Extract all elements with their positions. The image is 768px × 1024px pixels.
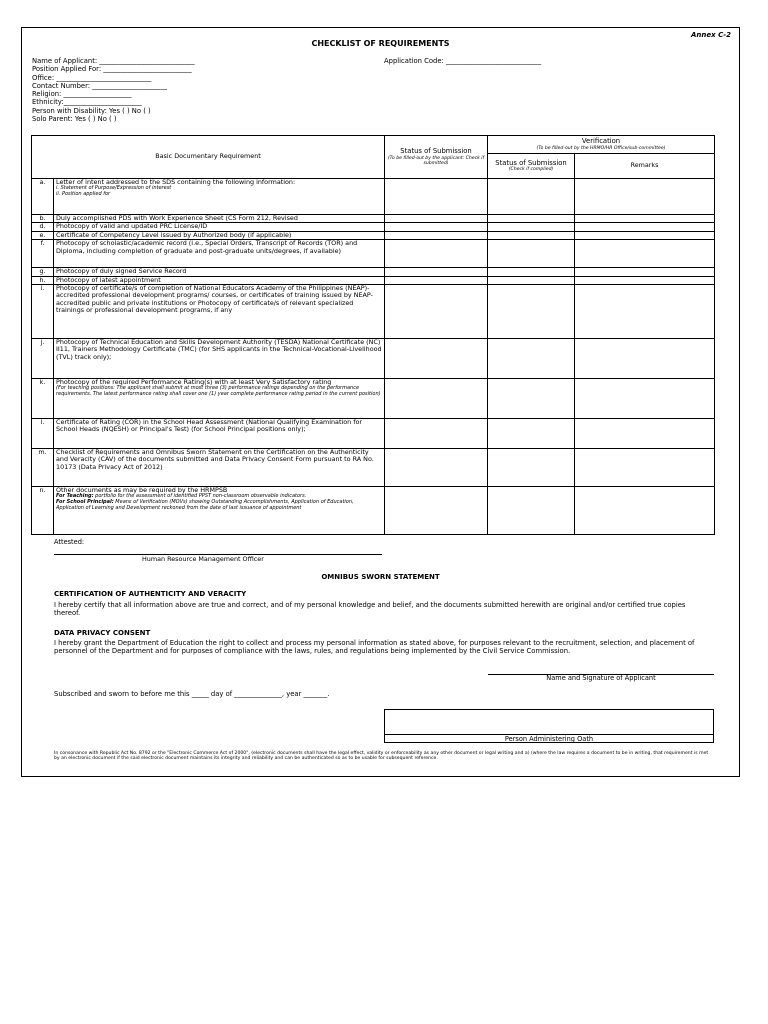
verification-status-cell[interactable]: [488, 285, 575, 339]
table-row: [32, 487, 715, 535]
row-index: h.: [32, 276, 54, 284]
header-ver-status: Status of Submission (Check if complied): [488, 154, 575, 179]
applicant-status-cell[interactable]: [385, 449, 488, 487]
requirement-cell: [54, 179, 385, 215]
requirement-text: Photocopy of certificate/s of completion of National Educators Academy of the Philippines (NEAP)-accredited professional development programs/ courses, or certificates of training issued by NEAP-accredited public and private institutions or Photocopy of certificate/s of relevant specialized trainings or professional development programs, if any: [56, 284, 373, 315]
requirement-text: Photocopy of scholastic/academic record (i.e., Special Orders, Transcript of Records (TOR) and Diploma, including completion of graduate and post-graduate units/degrees, if available): [56, 239, 358, 255]
remarks-cell[interactable]: [575, 379, 715, 419]
applicant-status-cell[interactable]: [385, 276, 488, 284]
religion-field[interactable]: Religion: ____________________: [32, 90, 132, 99]
row-index: f.: [32, 240, 54, 268]
row-index: b.: [32, 215, 54, 223]
requirement-text: Other documents as may be required by the HRMPSB: [56, 486, 228, 495]
disability-field[interactable]: Person with Disability: Yes ( ) No ( ): [32, 106, 151, 115]
requirement-cell: [54, 276, 385, 284]
remarks-cell[interactable]: [575, 231, 715, 239]
verification-status-cell[interactable]: [488, 240, 575, 268]
verification-status-cell[interactable]: [488, 215, 575, 223]
header-remarks: Remarks: [575, 154, 715, 179]
position-applied-field[interactable]: Position Applied For: __________________________: [32, 65, 192, 74]
requirement-text: Checklist of Requirements and Omnibus Sworn Statement on the Certification on the Authenticity and Veracity (CAV) of the documents submitted and Data Privacy Consent Form pursuant to RA No. 10173 (Data Privacy Act of 2012): [56, 448, 374, 471]
table-row: [32, 379, 715, 419]
requirement-text: Photocopy of latest appointment: [56, 276, 161, 284]
table-row: [32, 179, 715, 215]
checklist-page: [21, 27, 740, 777]
verification-status-cell[interactable]: [488, 268, 575, 276]
header-status: Status of Submission (To be filled-out by the applicant: Check if submitted): [385, 136, 488, 179]
applicant-status-cell[interactable]: [385, 231, 488, 239]
verification-status-cell[interactable]: [488, 179, 575, 215]
requirement-cell: [54, 231, 385, 239]
applicant-status-cell[interactable]: [385, 268, 488, 276]
privacy-text: I hereby grant the Department of Education the right to collect and process my personal information as stated above, for purposes relevant to the recruitment, selection, and placement of personnel of the Department and for purposes of compliance with the laws, rules, and regulations being implemented by the Civil Service Commission.: [54, 639, 695, 656]
table-row: [32, 268, 715, 276]
office-field[interactable]: Office: ____________________________: [32, 73, 152, 82]
requirement-cell: [54, 215, 385, 223]
header-requirement: Basic Documentary Requirement: [32, 136, 385, 179]
row-index: e.: [32, 231, 54, 239]
table-row: [32, 276, 715, 284]
applicant-status-cell[interactable]: [385, 240, 488, 268]
remarks-cell[interactable]: [575, 276, 715, 284]
remarks-cell[interactable]: [575, 285, 715, 339]
applicant-status-cell[interactable]: [385, 179, 488, 215]
applicant-status-cell[interactable]: [385, 223, 488, 231]
hr-officer-label: Human Resource Management Officer: [142, 555, 264, 563]
sworn-statement[interactable]: Subscribed and sworn to before me this _____ day of ______________, year _______.: [54, 690, 330, 698]
requirement-text: Photocopy of duly signed Service Record: [56, 267, 187, 276]
table-row: [32, 419, 715, 449]
cav-text: I hereby certify that all information above are true and correct, and of my personal knowledge and belief, and the documents submitted herewith are original and/or certified true copies thereof.: [54, 601, 686, 618]
row-index: g.: [32, 268, 54, 276]
requirement-text: Photocopy of Technical Education and Skills Development Authority (TESDA) National Certificate (NC) II11, Trainers Methodology Certificate (TMC) (for SHS applicants in the Technical-Vocational-Livelihood (TVL) track only);: [56, 338, 382, 361]
table-row: [32, 223, 715, 231]
row-index: j.: [32, 339, 54, 379]
requirement-note: (For teaching positions: The applicant shall submit at most three (3) performance ratings depending on the performance requirements. The latest performance rating shall cover one (1) year complete performance rating period in the current position): [56, 385, 381, 398]
remarks-cell[interactable]: [575, 215, 715, 223]
row-index: a.: [32, 179, 54, 215]
applicant-status-cell[interactable]: [385, 215, 488, 223]
remarks-cell[interactable]: [575, 223, 715, 231]
requirement-cell: [54, 379, 385, 419]
application-code-field[interactable]: Application Code: ____________________________: [384, 57, 542, 65]
attested-label: Attested:: [54, 538, 85, 546]
contact-number-field[interactable]: Contact Number: ______________________: [32, 81, 168, 90]
remarks-cell[interactable]: [575, 339, 715, 379]
requirement-text: Photocopy of the required Performance Rating(s) with at least Very Satisfactory rating: [56, 378, 332, 387]
verification-status-cell[interactable]: [488, 231, 575, 239]
requirement-cell: [54, 223, 385, 231]
privacy-title: DATA PRIVACY CONSENT: [54, 629, 151, 637]
requirement-text: Duly accomplished PDS with Work Experience Sheet (CS Form 212, Revised: [56, 214, 298, 222]
verification-status-cell[interactable]: [488, 223, 575, 231]
applicant-status-cell[interactable]: [385, 379, 488, 419]
extra-text: Means of Verification (MOVs) showing Outstanding Accomplishments, Application of Education, Application of Learning and Development reckoned from the date of last issuance of appointment: [56, 499, 354, 512]
table-row: [32, 215, 715, 223]
row-index: n.: [32, 487, 54, 535]
verification-status-cell[interactable]: [488, 449, 575, 487]
requirement-extra: [56, 500, 382, 512]
remarks-cell[interactable]: [575, 179, 715, 215]
oath-label: Person Administering Oath: [504, 735, 594, 743]
applicant-status-cell[interactable]: [385, 487, 488, 535]
applicant-signature-label: Name and Signature of Applicant: [546, 674, 656, 682]
requirement-cell: [54, 285, 385, 339]
extra-text: portfolio for the assessment of identified PPST non-classroom observable indicators.: [93, 493, 307, 500]
requirement-cell: [54, 240, 385, 268]
table-row: [32, 339, 715, 379]
row-index: k.: [32, 379, 54, 419]
row-index: l.: [32, 419, 54, 449]
row-index: i.: [32, 285, 54, 339]
verification-status-cell[interactable]: [488, 276, 575, 284]
applicant-status-cell[interactable]: [385, 339, 488, 379]
requirement-cell: [54, 487, 385, 535]
requirement-cell: [54, 449, 385, 487]
table-row: [32, 285, 715, 339]
remarks-cell[interactable]: [575, 419, 715, 449]
requirement-note: i. Statement of Purpose/Expression of interest ii. Position applied for: [56, 185, 172, 198]
extra-label: For Teaching:: [56, 493, 94, 500]
applicant-info: [32, 57, 194, 123]
verification-status-cell[interactable]: [488, 419, 575, 449]
requirement-text: Certificate of Rating (COR) in the School Head Assessment (National Qualifying Examination for School Heads (NQESH) or Principal's Test) (for School Principal positions only);: [56, 418, 363, 434]
requirement-text: Photocopy of valid and updated PRC License/ID: [56, 222, 208, 231]
requirements-table: [31, 135, 715, 535]
header-verification: Verification (To be filled-out by the HRMO/HR Office/sub-committee): [488, 136, 715, 154]
requirement-cell: [54, 419, 385, 449]
verification-status-cell[interactable]: [488, 339, 575, 379]
requirement-cell: [54, 339, 385, 379]
applicant-status-cell[interactable]: [385, 285, 488, 339]
remarks-cell[interactable]: [575, 268, 715, 276]
applicant-status-cell[interactable]: [385, 419, 488, 449]
requirement-text: Letter of intent addressed to the SDS containing the following information:: [56, 178, 296, 186]
table-row: [32, 240, 715, 268]
row-index: d.: [32, 223, 54, 231]
remarks-cell[interactable]: [575, 487, 715, 535]
table-row: [32, 231, 715, 239]
cav-title: CERTIFICATION OF AUTHENTICITY AND VERACITY: [54, 590, 247, 598]
page-title: CHECKLIST OF REQUIREMENTS: [311, 39, 450, 48]
remarks-cell[interactable]: [575, 240, 715, 268]
footnote: In consonance with Republic Act No. 8792 or the "Electronic Commerce Act of 2000", (electronic documents shall have the legal effect, validity or enforceability as any other document or legal writing and a) (where the law requires a document to be in writing, that requirement is met by an electronic document if the said electronic document maintains its integrity and reliability and can be authenticated so as to be usable for subsequent reference.: [54, 751, 709, 762]
ethnicity-field[interactable]: Ethnicity:_______________________: [32, 98, 142, 107]
annex-label: Annex C-2: [691, 31, 731, 39]
requirement-cell: [54, 268, 385, 276]
table-row: [32, 449, 715, 487]
verification-status-cell[interactable]: [488, 487, 575, 535]
verification-status-cell[interactable]: [488, 379, 575, 419]
solo-parent-field[interactable]: Solo Parent: Yes ( ) No ( ): [32, 115, 117, 124]
omnibus-title: OMNIBUS SWORN STATEMENT: [321, 573, 440, 581]
remarks-cell[interactable]: [575, 449, 715, 487]
requirement-text: Certificate of Competency Level issued by Authorized body (if applicable): [56, 231, 292, 239]
row-index: m.: [32, 449, 54, 487]
extra-label: For School Principal:: [56, 499, 114, 506]
applicant-name-field[interactable]: Name of Applicant: ____________________________: [32, 57, 195, 65]
